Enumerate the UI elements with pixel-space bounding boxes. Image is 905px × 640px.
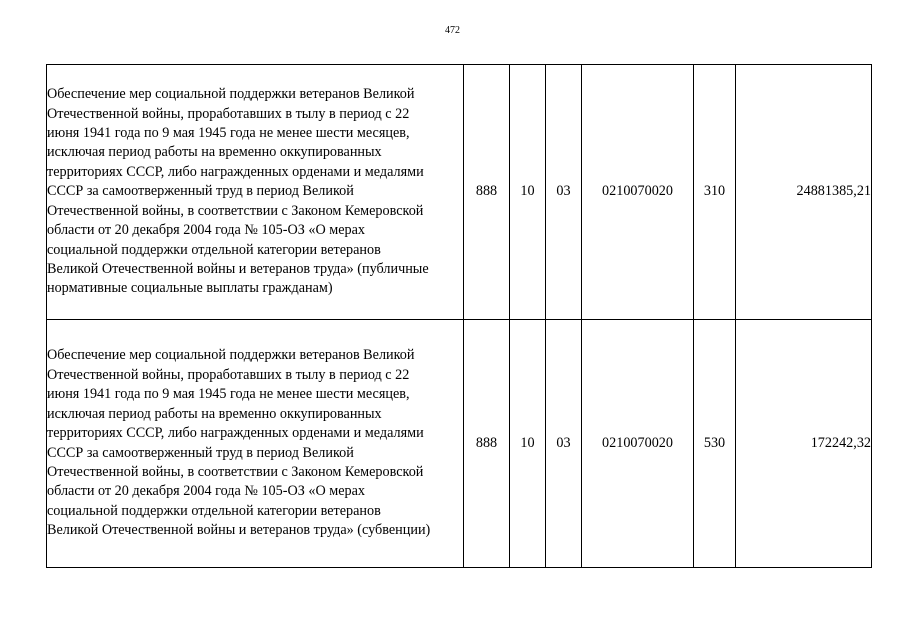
description-line: Великой Отечественной войны и ветеранов труда» (публичные <box>47 260 429 277</box>
expense-type-code: 530 <box>694 320 736 568</box>
description-line: Отечественной войны, в соответствии с Законом Кемеровской <box>47 463 424 480</box>
amount: 24881385,21 <box>736 65 872 320</box>
description-line: июня 1941 года по 9 мая 1945 года не менее шести месяцев, <box>47 125 410 142</box>
description-line: Отечественной войны, проработавших в тылу в период с 22 <box>47 105 410 122</box>
description-line: нормативные социальные выплаты гражданам) <box>47 280 333 297</box>
description-line: Обеспечение мер социальной поддержки ветеранов Великой <box>47 347 415 364</box>
description-line: Обеспечение мер социальной поддержки ветеранов Великой <box>47 86 415 103</box>
description-line: Отечественной войны, в соответствии с Законом Кемеровской <box>47 202 424 219</box>
amount: 172242,32 <box>736 320 872 568</box>
ministry-code: 888 <box>464 320 510 568</box>
description-line: июня 1941 года по 9 мая 1945 года не менее шести месяцев, <box>47 386 410 403</box>
description-line: области от 20 декабря 2004 года № 105-ОЗ «О мерах <box>47 483 366 500</box>
description-line: исключая период работы на временно оккупированных <box>47 144 382 161</box>
description-line: Великой Отечественной войны и ветеранов труда» (субвенции) <box>47 522 431 539</box>
description-line: социальной поддержки отдельной категории ветеранов <box>47 241 381 258</box>
subsection-code: 03 <box>546 320 582 568</box>
target-article-code: 0210070020 <box>582 65 694 320</box>
description-line: СССР за самоотверженный труд в период Великой <box>47 183 354 200</box>
section-code: 10 <box>510 320 546 568</box>
description-line: исключая период работы на временно оккупированных <box>47 405 382 422</box>
table-row <box>47 320 872 568</box>
description-line: Отечественной войны, проработавших в тылу в период с 22 <box>47 366 410 383</box>
description-line: территориях СССР, либо награжденных орденами и медалями <box>47 425 424 442</box>
table-row <box>47 65 872 320</box>
description-line: социальной поддержки отдельной категории ветеранов <box>47 502 381 519</box>
ministry-code: 888 <box>464 65 510 320</box>
row-description <box>47 320 464 568</box>
expense-type-code: 310 <box>694 65 736 320</box>
page-number: 472 <box>445 25 460 36</box>
section-code: 10 <box>510 65 546 320</box>
target-article-code: 0210070020 <box>582 320 694 568</box>
row-description <box>47 65 464 320</box>
description-line: области от 20 декабря 2004 года № 105-ОЗ «О мерах <box>47 222 366 239</box>
budget-table <box>46 64 872 568</box>
subsection-code: 03 <box>546 65 582 320</box>
description-line: СССР за самоотверженный труд в период Великой <box>47 444 354 461</box>
description-line: территориях СССР, либо награжденных орденами и медалями <box>47 163 424 180</box>
